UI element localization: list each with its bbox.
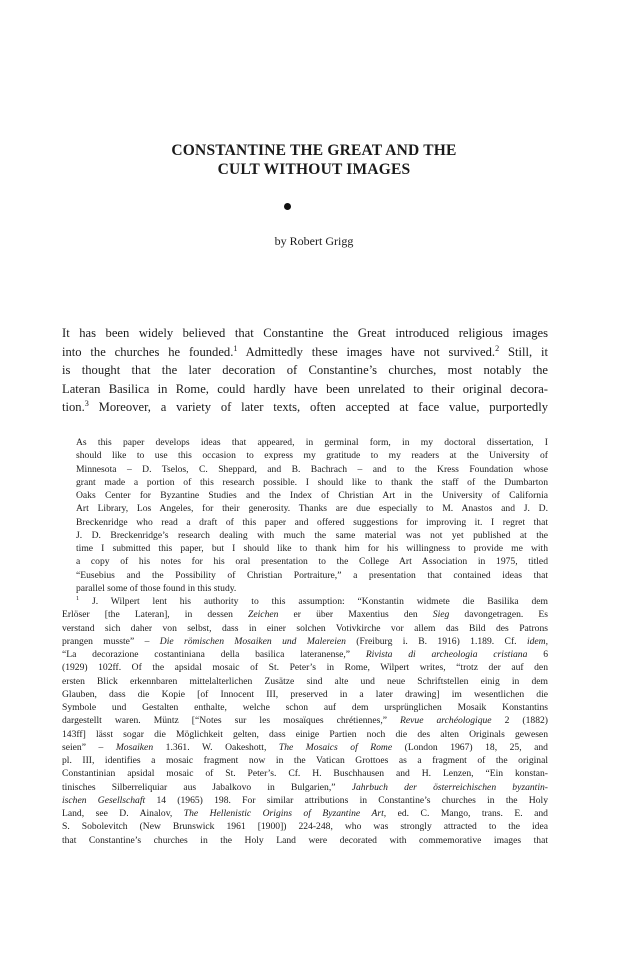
footnote-acknowledgements	[62, 436, 548, 595]
bullet-ornament-icon	[284, 203, 291, 210]
body-line: is thought that the later decoration of Constantine’s churches, most notably the	[62, 363, 548, 377]
note-line: Glauben, dass die Kopie [of Innocent III, preserved in a later drawing] im wesentlichen die	[62, 688, 548, 700]
note-line: a copy of his notes for his oral presentation to the College Art Association in 1975, titled	[76, 556, 548, 568]
note-line: S. Sobolevitch (New Brunswick 1961 [1900]) 224-248, who was strongly attracted to the idea	[62, 821, 548, 833]
note-line: Erlöser [the Lateran], in dessen Zeichen er über Maxentius den Sieg davongetragen. Es	[62, 609, 548, 621]
paper-title	[0, 141, 628, 179]
note-line: 143ff] lässt sogar die Möglichkeit gelten, dass einige Partien noch die des alten Originals gewesen	[62, 728, 548, 740]
note-line: ersten Blick erkennbaren mittelalterlichen Zusätze sind alte und neue Schriftstellen einig in dem	[62, 675, 548, 687]
body-line: It has been widely believed that Constantine the Great introduced religious images	[62, 326, 548, 340]
note-line: Minnesota – D. Tselos, C. Sheppard, and B. Bachrach – and to the Kress Foundation whose	[76, 463, 548, 475]
note-line: parallel some of those found in this study.	[76, 582, 237, 594]
footnote-1	[62, 595, 548, 847]
note-line: seien” – Mosaiken 1.361. W. Oakeshott, The Mosaics of Rome (London 1967) 18, 25, and	[62, 741, 548, 753]
note-line: time I submitted this paper, but I should like to thank him for his willingness to provide me with	[76, 543, 548, 554]
note-line: “La decorazione costantiniana della basilica lateranense,” Rivista di archeologia cristiana 6	[62, 649, 548, 660]
note-line: ischen Gesellschaft 14 (1965) 198. For similar attributions in Constantine’s churches in the Holy	[62, 794, 548, 806]
title-line-1: CONSTANTINE THE GREAT AND THE	[171, 142, 457, 159]
note-line: (1929) 102ff. Of the apsidal mosaic of St. Peter’s in Rome, Wilpert writes, “trotz der auf den	[62, 662, 548, 674]
body-line: Lateran Basilica in Rome, could hardly have been unrelated to their original decora-	[62, 381, 548, 396]
author-byline: by Robert Grigg	[274, 234, 354, 248]
note-line: verstand sich daher von selbst, dass in einer solchen Votivkirche vor allem das Bild des Patrons	[62, 622, 548, 634]
note-line: should like to use this occasion to express my gratitude to my readers at the University of	[76, 450, 548, 462]
body-paragraph	[62, 324, 548, 417]
note-line: that Constantine’s churches in the Holy Land were decorated with commemorative images that	[62, 834, 548, 846]
note-line: $^1$ J. Wilpert lent his authority to this assumption: “Konstantin widmete die Basilika dem	[76, 594, 548, 607]
note-line: prangen musste” – Die römischen Mosaiken und Malereien (Freiburg i. B. 1916) 1.189. Cf. idem,	[62, 635, 548, 647]
body-line: tion.$^3$ Moreover, a variety of later texts, often accepted at face value, purportedly	[62, 398, 548, 414]
note-line: Symbole und Gestalten enthalte, welche schon auf dem ursprünglichen Mosaik Konstantins	[62, 702, 548, 713]
footnote-mark[interactable]: 3	[84, 398, 89, 408]
note-line: Land, see D. Ainalov, The Hellenistic Origins of Byzantine Art, ed. C. Mango, trans. E. and	[62, 808, 548, 819]
note-line: pl. III, identifies a mosaic fragment now in the Vatican Grottoes as a fragment of the original	[62, 755, 548, 766]
body-line: into the churches he founded.$^1$ Admittedly these images have not survived.$^2$ Still, it	[62, 343, 548, 359]
note-line: tinisches Silberreliquiar aus Jabalkovo in Bulgarien,” Jahrbuch der österreichischen byzantin-	[62, 781, 548, 793]
note-line: Oaks Center for Byzantine Studies and the Index of Christian Art in the University of California	[76, 490, 548, 501]
footnotes	[62, 436, 548, 847]
note-line: grant made a portion of this research possible. I should like to thank the staff of the Dumbarton	[76, 476, 548, 488]
note-line: Breckenridge who read a draft of this paper and offered suggestions for improving it. I regret that	[76, 516, 548, 528]
note-line: As this paper develops ideas that appeared, in germinal form, in my doctoral dissertation, I	[76, 437, 548, 448]
note-line: Constantinian apsidal mosaic of St. Peter’s. Cf. H. Buschhausen and H. Lenzen, “Ein konstan-	[62, 768, 548, 780]
note-line: dargestellt waren. Müntz [“Notes sur les mosaïques chrétiennes,” Revue archéologique 2 (1882)	[62, 715, 548, 727]
footnote-mark[interactable]: 2	[495, 343, 500, 353]
footnote-mark[interactable]: 1	[233, 343, 238, 353]
title-line-2: CULT WITHOUT IMAGES	[217, 161, 411, 178]
footnote-mark: 1	[76, 594, 80, 602]
note-line: Art Library, Los Angeles, for their generosity. Thanks are due especially to M. Anastos and J. D.	[76, 503, 548, 515]
note-line: “Eusebius and the Possibility of Christian Portraiture,” a presentation that contained ideas that	[76, 569, 548, 581]
note-line: J. D. Breckenridge’s research dealing with much the same material was not yet published at the	[76, 529, 548, 541]
